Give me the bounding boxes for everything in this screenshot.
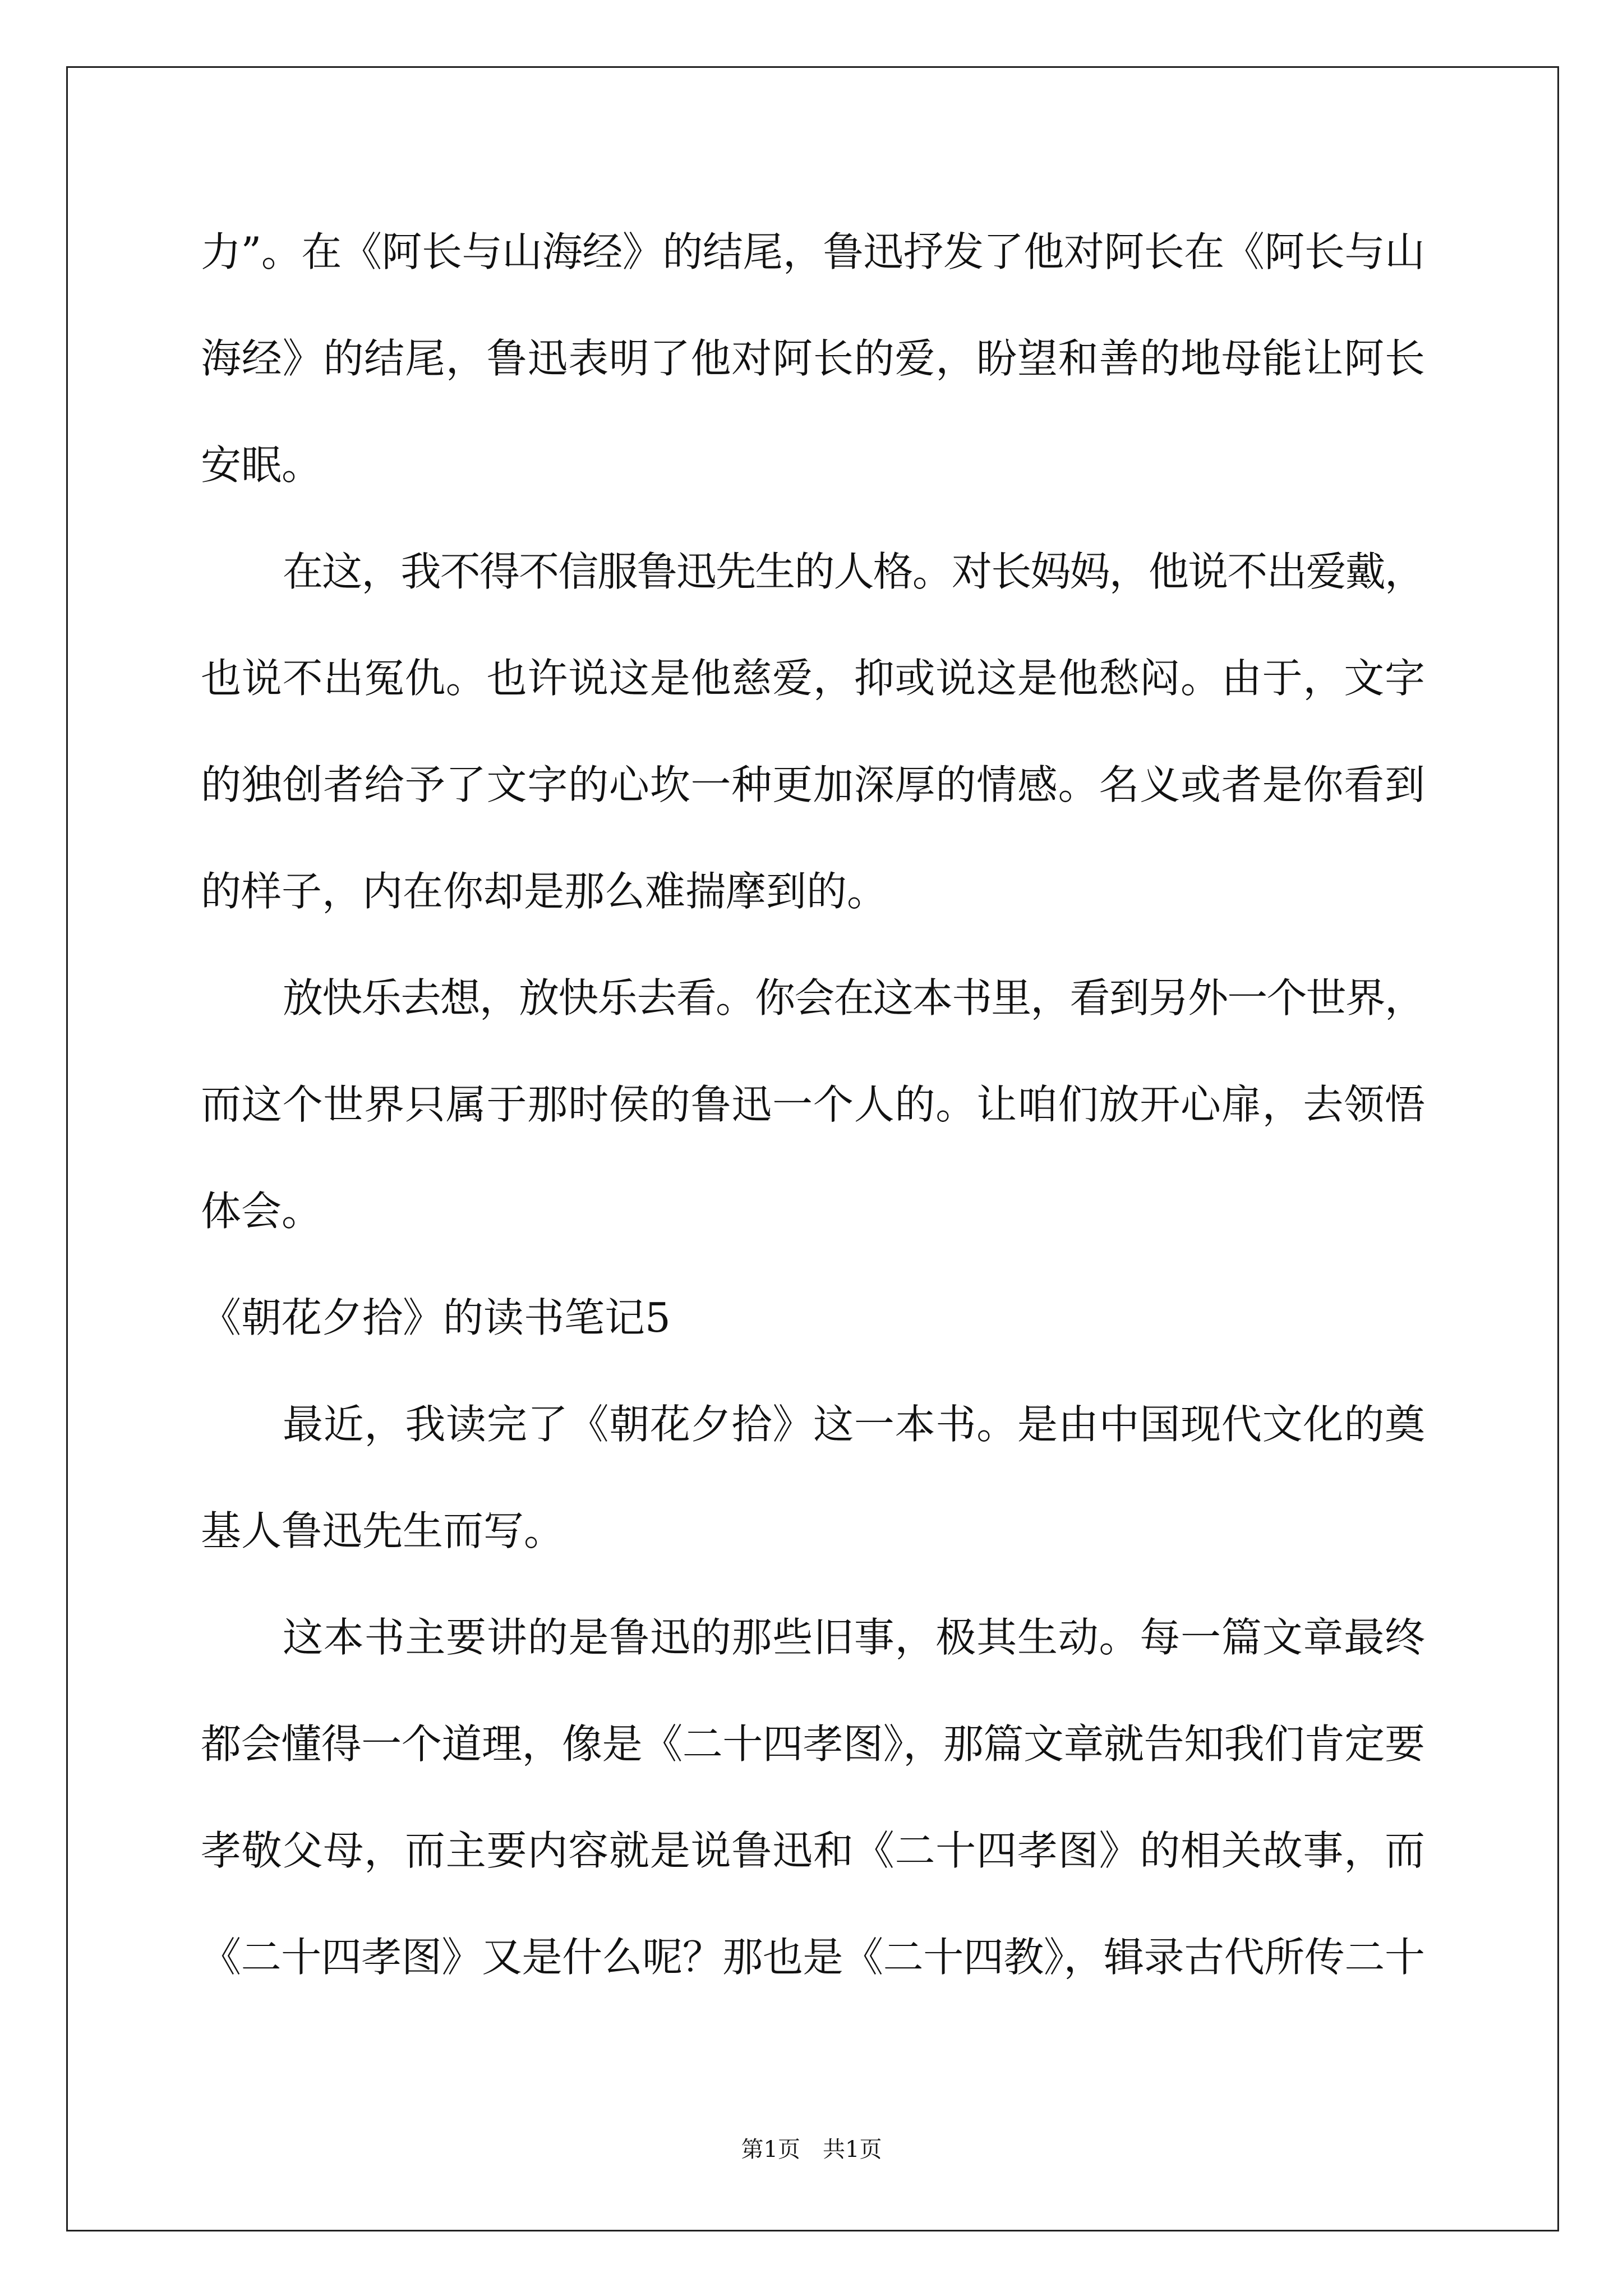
text-line: 海经》的结尾，鲁迅表明了他对阿长的爱，盼望和善的地母能让阿长 bbox=[201, 335, 1426, 382]
text-line: 安眠。 bbox=[201, 441, 322, 489]
document-body bbox=[201, 199, 1425, 2010]
text-line: 体会。 bbox=[201, 1188, 322, 1235]
text-line: 的独创者给予了文字的心坎一种更加深厚的情感。名义或者是你看到 bbox=[201, 761, 1426, 808]
text-line: 基人鲁迅先生而写。 bbox=[201, 1507, 565, 1554]
text-line: 也说不出冤仇。也许说这是他慈爱，抑或说这是他愁闷。由于，文字 bbox=[201, 655, 1426, 702]
section-heading: 《朝花夕拾》的读书笔记5 bbox=[201, 1294, 671, 1341]
text-line: 都会懂得一个道理，像是《二十四孝图》，那篇文章就告知我们肯定要 bbox=[201, 1720, 1425, 1768]
text-line: 力”。在《阿长与山海经》的结尾，鲁迅抒发了他对阿长在《阿长与山 bbox=[201, 228, 1425, 275]
page-number-footer: 第1页 共1页 bbox=[741, 2137, 882, 2162]
text-line: 的样子，内在你却是那么难揣摩到的。 bbox=[201, 868, 888, 915]
text-line: 孝敬父母，而主要内容就是说鲁迅和《二十四孝图》的相关故事，而 bbox=[201, 1827, 1426, 1874]
text-line: 放快乐去想，放快乐去看。你会在这本书里，看到另外一个世界， bbox=[283, 974, 1424, 1022]
text-line: 《二十四孝图》又是什么呢？那也是《二十四教》，辑录古代所传二十 bbox=[201, 1934, 1425, 1981]
text-line: 这本书主要讲的是鲁迅的那些旧事，极其生动。每一篇文章最终 bbox=[283, 1614, 1426, 1661]
text-line: 在这，我不得不信服鲁迅先生的人格。对长妈妈，他说不出爱戴， bbox=[283, 548, 1424, 595]
text-line: 最近，我读完了《朝花夕拾》这一本书。是由中国现代文化的奠 bbox=[283, 1401, 1426, 1448]
text-line: 而这个世界只属于那时侯的鲁迅一个人的。让咱们放开心扉，去领悟 bbox=[201, 1081, 1426, 1128]
